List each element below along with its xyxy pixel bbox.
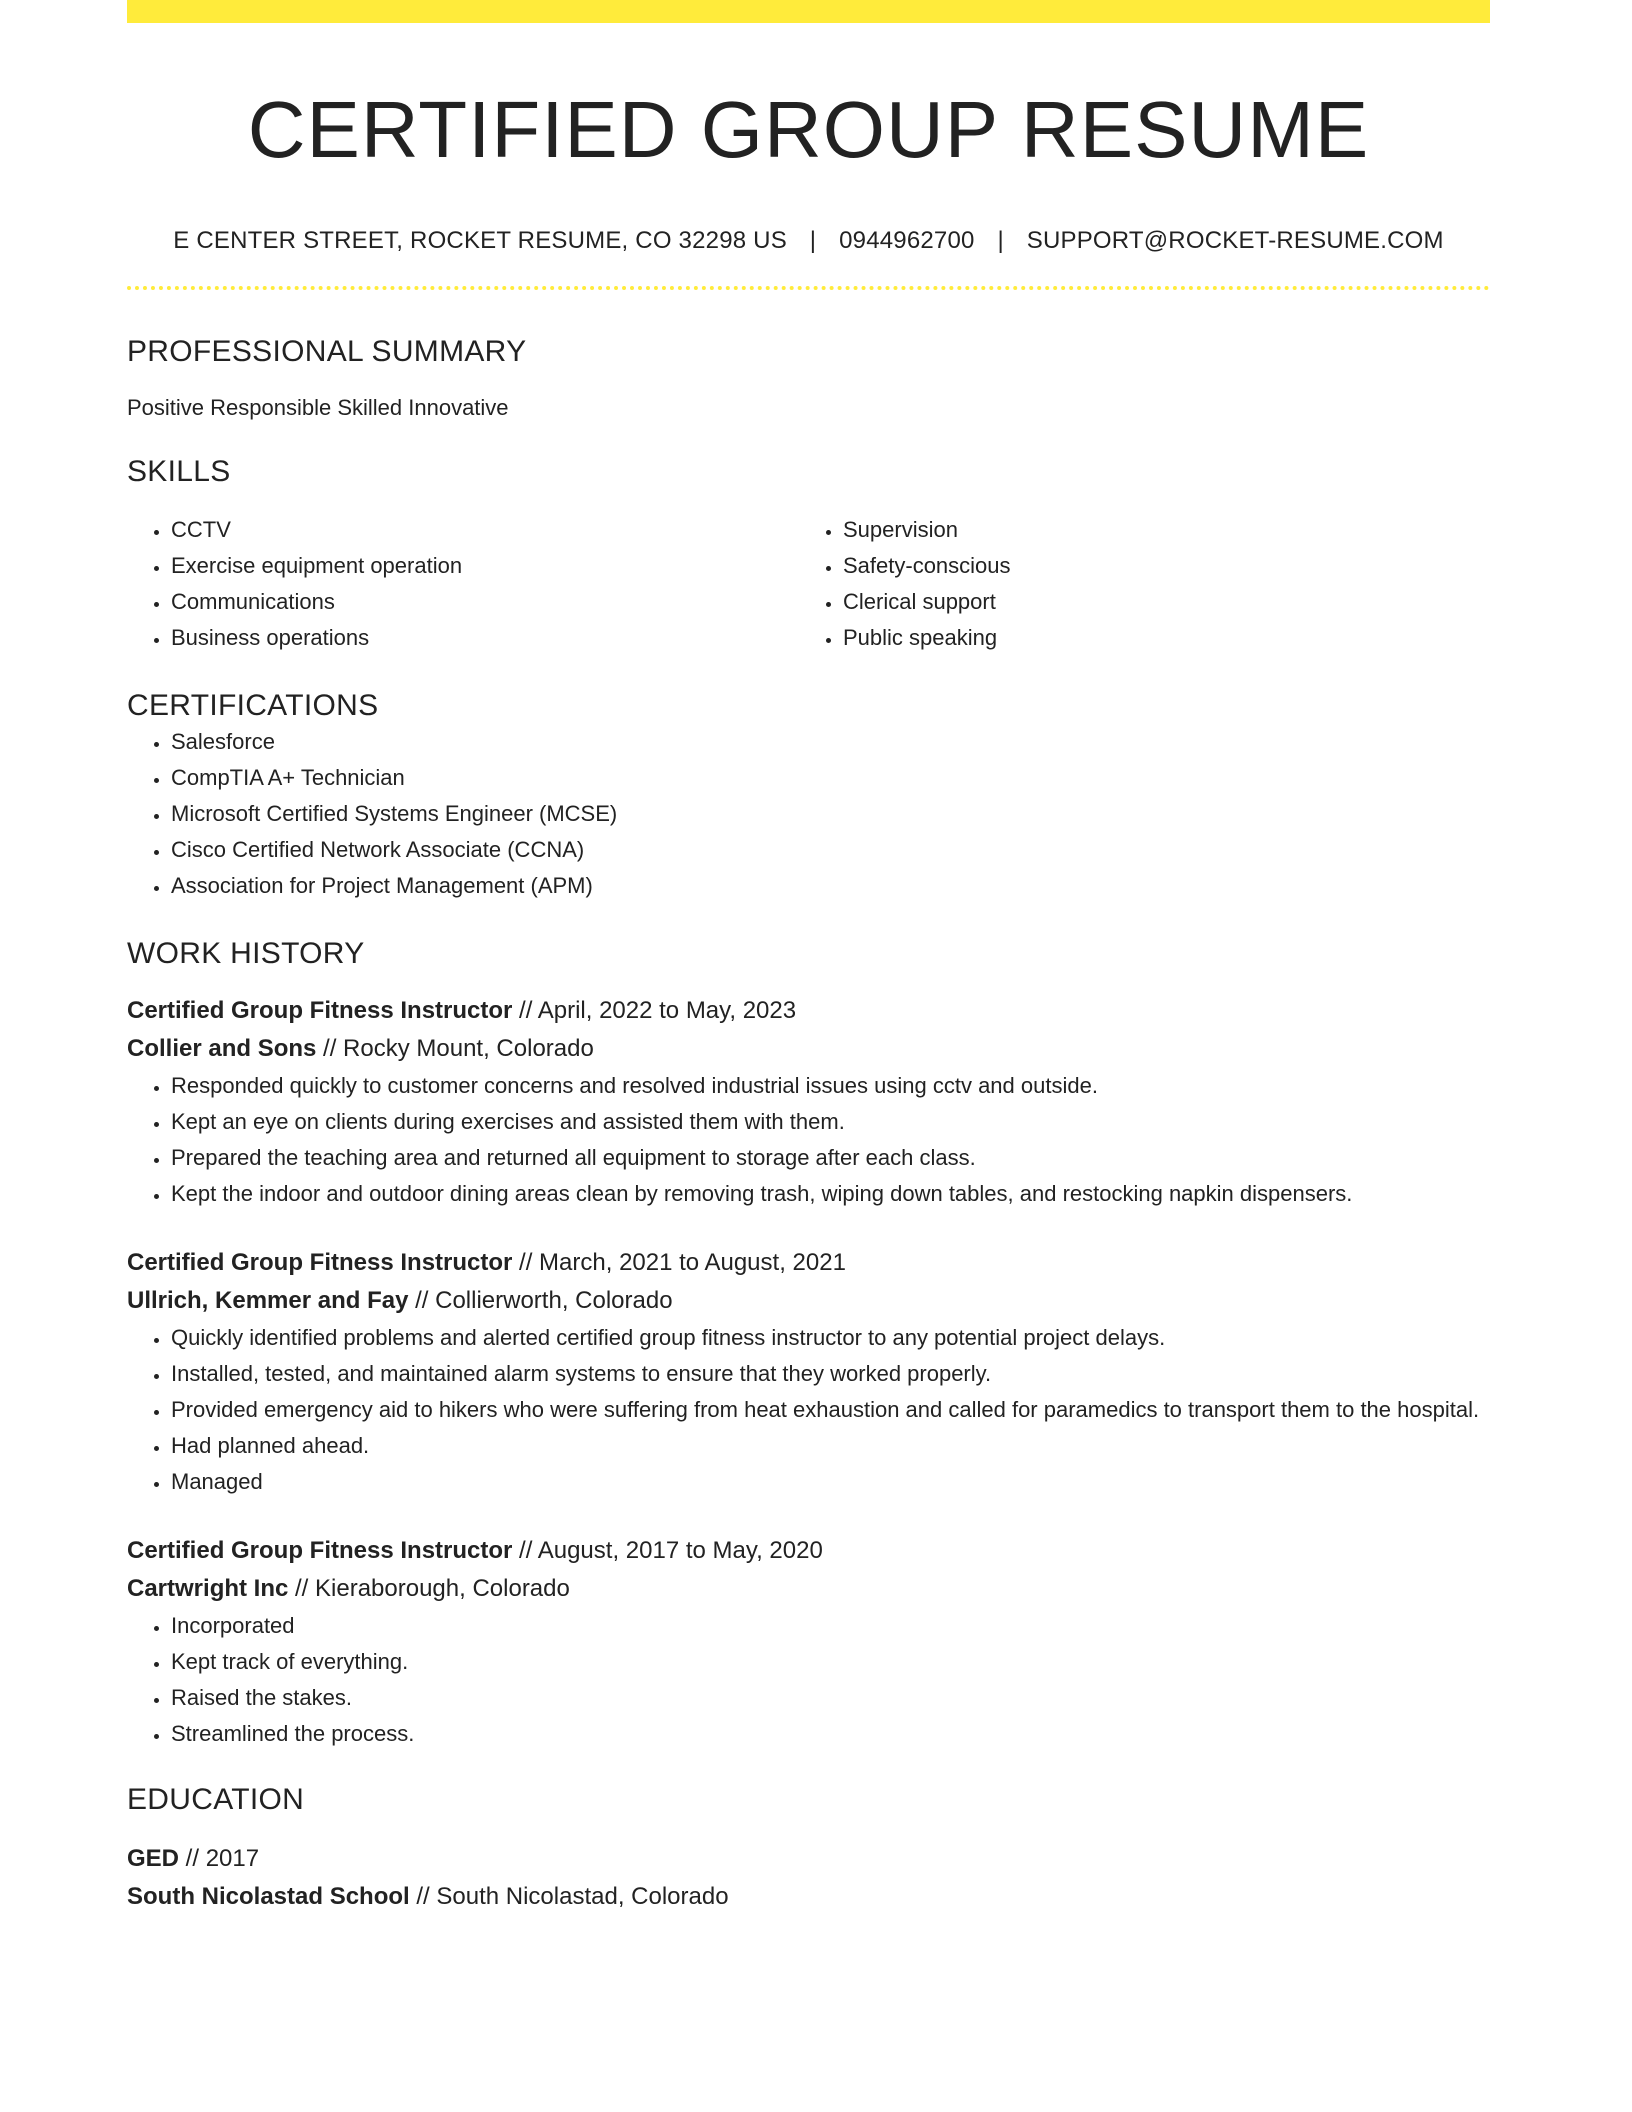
list-item: • Communications [171,584,799,620]
job-location: // Kieraborough, Colorado [288,1575,570,1602]
job-company: Ullrich, Kemmer and Fay [127,1287,409,1314]
list-item: • Raised the stakes. [171,1680,1490,1716]
list-item: • Microsoft Certified Systems Engineer (MCSE) [171,796,1490,832]
job-role: Certified Group Fitness Instructor [127,1249,513,1276]
job-location: // Rocky Mount, Colorado [316,1035,594,1062]
education-heading: EDUCATION [127,1783,305,1816]
list-item: • Responded quickly to customer concerns and resolved industrial issues using cctv and outside. [171,1068,1490,1104]
list-item: • Association for Project Management (APM) [171,868,1490,904]
candidate-name: CERTIFIED GROUP RESUME [247,85,1370,174]
contact-address: E CENTER STREET, ROCKET RESUME, CO 32298 US [173,227,787,254]
list-item: • Streamlined the process. [171,1716,1490,1752]
job-company-line [127,1282,1490,1320]
list-item: • Prepared the teaching area and returned all equipment to storage after each class. [171,1140,1490,1176]
list-item: • Managed [171,1464,1490,1500]
summary-text: Positive Responsible Skilled Innovative [127,395,509,420]
list-item: • Supervision [843,512,1471,548]
list-item: • Incorporated [171,1608,1490,1644]
contact-email: SUPPORT@ROCKET-RESUME.COM [1026,227,1444,254]
job-entry [127,1532,1490,1752]
list-item: • Salesforce [171,724,1490,760]
list-item: • Kept track of everything. [171,1644,1490,1680]
job-company: Collier and Sons [127,1035,317,1062]
contact-separator: | [997,227,1004,254]
list-item: • CCTV [171,512,799,548]
skills-column-right [799,512,1471,656]
contact-phone: 0944962700 [839,227,975,254]
list-item: • Kept an eye on clients during exercises and assisted them with them. [171,1104,1490,1140]
job-duties-list [127,1068,1490,1212]
list-item: • Safety-conscious [843,548,1471,584]
list-item: • CompTIA A+ Technician [171,760,1490,796]
certifications-list [127,724,1490,904]
list-item: • Exercise equipment operation [171,548,799,584]
list-item: • Kept the indoor and outdoor dining areas clean by removing trash, wiping down tables, and restocking napkin dispensers. [171,1176,1490,1212]
education-entry [127,1840,1490,1916]
job-title-line [127,1244,1490,1282]
contact-line [127,226,1490,256]
job-title-line [127,992,1490,1030]
list-item: • Provided emergency aid to hikers who were suffering from heat exhaustion and called for paramedics to transport them to the hospital. [171,1392,1490,1428]
education-location: // South Nicolastad, Colorado [409,1883,729,1910]
job-dates: // March, 2021 to August, 2021 [512,1249,846,1276]
resume-content [127,0,1490,1916]
job-entry [127,1244,1490,1500]
job-entry [127,992,1490,1212]
work-history-heading: WORK HISTORY [127,937,365,970]
education-school-line [127,1878,1490,1916]
job-company-line [127,1570,1490,1608]
certifications-heading: CERTIFICATIONS [127,689,379,722]
list-item: • Had planned ahead. [171,1428,1490,1464]
list-item: • Cisco Certified Network Associate (CCNA) [171,832,1490,868]
job-dates: // April, 2022 to May, 2023 [512,997,797,1024]
list-item: • Business operations [171,620,799,656]
skills-list [127,512,1490,656]
skills-column-left [127,512,799,656]
job-dates: // August, 2017 to May, 2020 [512,1537,823,1564]
job-role: Certified Group Fitness Instructor [127,997,513,1024]
list-item: • Public speaking [843,620,1471,656]
education-school: South Nicolastad School [127,1883,410,1910]
education-degree: GED [127,1845,180,1872]
summary-heading: PROFESSIONAL SUMMARY [127,335,527,368]
header-divider [127,286,1490,290]
skills-heading: SKILLS [127,455,231,488]
contact-separator: | [809,227,817,254]
job-role: Certified Group Fitness Instructor [127,1537,513,1564]
job-company-line [127,1030,1490,1068]
job-duties-list [127,1320,1490,1500]
education-year: // 2017 [179,1845,260,1872]
job-company: Cartwright Inc [127,1575,289,1602]
education-degree-line [127,1840,1490,1878]
list-item: • Installed, tested, and maintained alarm systems to ensure that they worked properly. [171,1356,1490,1392]
list-item: • Quickly identified problems and alerted certified group fitness instructor to any potential project delays. [171,1320,1490,1356]
list-item: • Clerical support [843,584,1471,620]
job-location: // Collierworth, Colorado [408,1287,673,1314]
job-title-line [127,1532,1490,1570]
job-duties-list [127,1608,1490,1752]
